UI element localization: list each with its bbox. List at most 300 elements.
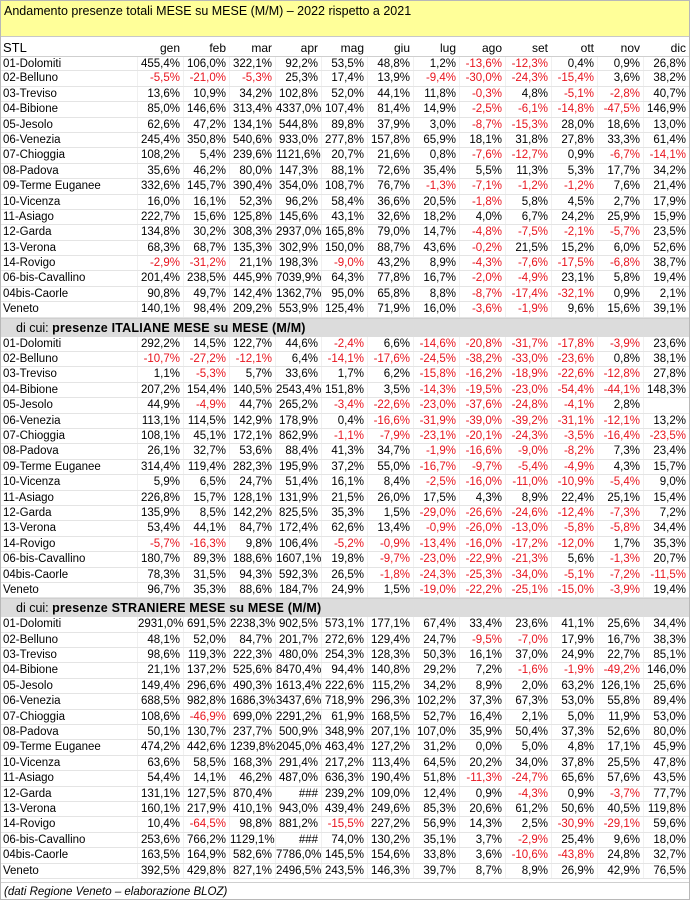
table-cell: 1,7% xyxy=(597,537,643,551)
table-cell: 302,9% xyxy=(275,241,321,255)
table-cell: 11,3% xyxy=(505,164,551,178)
table-cell: -1,3% xyxy=(413,179,459,193)
table-cell: 50,3% xyxy=(413,648,459,662)
table-cell: 88,1% xyxy=(321,164,367,178)
table-cell: -27,2% xyxy=(183,352,229,366)
table-cell: -14,6% xyxy=(413,337,459,351)
table-cell: 79,0% xyxy=(367,225,413,239)
table-cell: ### xyxy=(275,787,321,801)
table-cell: 24,7% xyxy=(229,475,275,489)
table-cell: 19,4% xyxy=(643,271,689,285)
table-cell: -5,4% xyxy=(505,460,551,474)
table-cell: 217,9% xyxy=(183,802,229,816)
table-cell: 296,6% xyxy=(183,679,229,693)
table-cell: 34,7% xyxy=(367,444,413,458)
table-cell: 573,1% xyxy=(321,617,367,631)
table-cell: 7039,9% xyxy=(276,272,322,285)
table-cell: 480,0% xyxy=(275,648,321,662)
table-cell: 59,6% xyxy=(643,817,689,831)
table-cell: -31,1% xyxy=(551,414,597,428)
row-label: 01-Dolomiti xyxy=(3,58,62,70)
table-cell: 207,2% xyxy=(137,383,183,397)
table-cell: -15,3% xyxy=(505,118,551,132)
table-cell: 26,9% xyxy=(551,864,597,878)
table-cell: 14,7% xyxy=(413,225,459,239)
table-cell: 8,9% xyxy=(459,679,505,693)
table-row xyxy=(1,787,689,802)
table-cell: 4,0% xyxy=(459,210,505,224)
table-cell: -2,4% xyxy=(321,337,367,351)
table-cell: 15,9% xyxy=(643,210,689,224)
table-cell: 8,4% xyxy=(367,475,413,489)
table-cell: 57,6% xyxy=(597,771,643,785)
row-label: 09-Terme Euganee xyxy=(3,460,101,473)
table-cell: -26,0% xyxy=(459,521,505,535)
table-cell: 45,1% xyxy=(183,429,229,443)
table-cell: 27,8% xyxy=(551,133,597,147)
table-cell: 172,1% xyxy=(229,429,275,443)
table-cell: -21,0% xyxy=(183,71,229,85)
table-cell: 17,9% xyxy=(551,633,597,647)
table-row xyxy=(1,444,689,459)
row-label: Veneto xyxy=(3,864,39,877)
table-cell: 490,3% xyxy=(229,679,275,693)
table-row xyxy=(1,118,689,133)
table-cell: 157,8% xyxy=(367,133,413,147)
table-cell: 84,7% xyxy=(229,521,275,535)
table-cell: -19,0% xyxy=(413,583,459,597)
table-cell: 38,3% xyxy=(643,633,689,647)
row-label: 07-Chioggia xyxy=(3,710,66,723)
table-cell: 164,9% xyxy=(183,848,229,862)
table-cell: 119,3% xyxy=(183,648,229,662)
table-cell: -14,1% xyxy=(321,352,367,366)
table-cell: 35,4% xyxy=(413,164,459,178)
table-cell: -31,7% xyxy=(505,337,551,351)
table-cell: 902,5% xyxy=(275,617,321,631)
table-cell: -2,5% xyxy=(413,475,459,489)
table-cell: -2,9% xyxy=(137,256,183,270)
row-label: 05-Jesolo xyxy=(3,679,53,692)
table-cell: 474,2% xyxy=(137,740,183,754)
table-cell: 15,7% xyxy=(643,460,689,474)
table-cell: 1239,8% xyxy=(230,741,276,754)
table-cell: 0,9% xyxy=(597,57,643,70)
table-cell: 177,1% xyxy=(367,617,413,631)
table-cell: 125,8% xyxy=(229,210,275,224)
table-cell: -5,8% xyxy=(597,521,643,535)
table-cell: -1,3% xyxy=(597,552,643,566)
table-cell: -25,3% xyxy=(459,568,505,582)
table-cell: -0,2% xyxy=(459,241,505,255)
row-label: 03-Treviso xyxy=(3,368,57,381)
table-row xyxy=(1,552,689,567)
table-cell: 160,1% xyxy=(137,802,183,816)
header-feb: feb xyxy=(209,41,226,55)
table-cell: 172,4% xyxy=(275,521,321,535)
table-row xyxy=(1,663,689,678)
table-cell: 439,4% xyxy=(321,802,367,816)
table-cell: 35,3% xyxy=(321,506,367,520)
table-cell: 1,7% xyxy=(321,367,367,381)
table-cell: 487,0% xyxy=(275,771,321,785)
table-cell: 35,6% xyxy=(137,164,183,178)
table-cell: 14,1% xyxy=(183,771,229,785)
table-cell: 15,7% xyxy=(183,491,229,505)
table-cell: 24,8% xyxy=(597,848,643,862)
table-cell: 253,6% xyxy=(137,833,183,847)
table-cell: 48,1% xyxy=(137,633,183,647)
table-cell: 44,6% xyxy=(275,337,321,351)
table-cell: 463,4% xyxy=(321,740,367,754)
table-cell: -10,7% xyxy=(137,352,183,366)
table-cell: -49,2% xyxy=(597,663,643,677)
table-cell: 50,4% xyxy=(505,725,551,739)
table-cell: 2045,0% xyxy=(276,741,322,754)
table-cell: -4,9% xyxy=(505,271,551,285)
table-cell: -14,8% xyxy=(551,102,597,116)
table-cell: 6,5% xyxy=(183,475,229,489)
table-cell: -13,6% xyxy=(459,57,505,70)
table-cell: 15,2% xyxy=(551,241,597,255)
table-row xyxy=(1,491,689,506)
row-label: 07-Chioggia xyxy=(3,149,66,162)
table-cell: 18,1% xyxy=(459,133,505,147)
table-cell: 140,1% xyxy=(137,302,183,316)
table-cell: -22,9% xyxy=(459,552,505,566)
table-cell: 96,2% xyxy=(275,195,321,209)
table-cell: 145,7% xyxy=(183,179,229,193)
table-cell: -23,0% xyxy=(413,398,459,412)
table-cell: 16,7% xyxy=(413,271,459,285)
row-label: 08-Padova xyxy=(3,726,59,739)
table-row xyxy=(1,179,689,194)
table-cell: 5,8% xyxy=(505,195,551,209)
table-cell: 7,2% xyxy=(643,506,689,520)
table-cell: -39,0% xyxy=(459,414,505,428)
table-row xyxy=(1,506,689,521)
table-cell: 35,3% xyxy=(183,583,229,597)
table-cell: 35,1% xyxy=(413,833,459,847)
table-cell: 46,2% xyxy=(229,771,275,785)
table-cell: -8,2% xyxy=(551,444,597,458)
table-cell: 134,1% xyxy=(229,118,275,132)
table-cell: 48,8% xyxy=(367,57,413,70)
table-cell: -26,6% xyxy=(459,506,505,520)
table-cell: -21,3% xyxy=(505,552,551,566)
table-cell: 7,3% xyxy=(597,444,643,458)
row-label: 12-Garda xyxy=(3,787,52,800)
table-cell: 76,7% xyxy=(367,179,413,193)
table-cell: 17,4% xyxy=(321,71,367,85)
table-cell: 125,4% xyxy=(321,302,367,316)
table-cell: -16,6% xyxy=(367,414,413,428)
table-cell: 2,7% xyxy=(597,195,643,209)
table-cell: 21,6% xyxy=(367,148,413,162)
table-cell: 32,7% xyxy=(643,848,689,862)
table-cell: 107,0% xyxy=(413,725,459,739)
table-cell: 827,1% xyxy=(229,864,275,878)
table-cell: 165,8% xyxy=(321,225,367,239)
table-cell: -37,6% xyxy=(459,398,505,412)
row-label: 11-Asiago xyxy=(3,772,54,785)
table-cell: 62,6% xyxy=(137,118,183,132)
table-cell: 98,4% xyxy=(183,302,229,316)
table-cell: 525,6% xyxy=(229,663,275,677)
table-cell: 40,7% xyxy=(643,87,689,101)
table-cell: 14,9% xyxy=(413,102,459,116)
table-cell: 43,5% xyxy=(643,771,689,785)
table-cell: 30,2% xyxy=(183,225,229,239)
table-row xyxy=(1,817,689,832)
table-cell: 95,0% xyxy=(321,287,367,301)
table-cell: -54,4% xyxy=(551,383,597,397)
table-cell: 6,2% xyxy=(367,367,413,381)
table-cell: -24,7% xyxy=(505,771,551,785)
table-cell: 56,9% xyxy=(413,817,459,831)
table-cell: 127,2% xyxy=(367,740,413,754)
table-cell: 126,1% xyxy=(597,679,643,693)
table-cell: 22,4% xyxy=(551,491,597,505)
table-cell: 12,4% xyxy=(413,787,459,801)
table-cell: 10,9% xyxy=(183,87,229,101)
row-label: 12-Garda xyxy=(3,226,52,239)
row-label: 14-Rovigo xyxy=(3,257,56,270)
table-cell: -1,9% xyxy=(505,302,551,316)
table-cell: 108,2% xyxy=(137,148,183,162)
table-cell: 6,4% xyxy=(275,352,321,366)
table-cell: 2,1% xyxy=(643,287,689,301)
table-cell: 350,8% xyxy=(183,133,229,147)
table-cell: 36,6% xyxy=(367,195,413,209)
row-label: 10-Vicenza xyxy=(3,195,61,208)
table-cell: 68,7% xyxy=(183,241,229,255)
table-cell: 55,8% xyxy=(597,694,643,708)
table-cell: 16,7% xyxy=(597,633,643,647)
section-heading-title: presenze STRANIERE MESE su MESE (M/M) xyxy=(52,601,322,616)
table-cell: ### xyxy=(275,833,321,847)
table-row xyxy=(1,271,689,286)
table-cell: 20,2% xyxy=(459,756,505,770)
table-cell: 429,8% xyxy=(183,864,229,878)
row-label: 03-Treviso xyxy=(3,87,57,100)
table-cell: 11,9% xyxy=(597,710,643,724)
table-cell: -9,5% xyxy=(459,633,505,647)
table-cell: 500,9% xyxy=(275,725,321,739)
table-row xyxy=(1,648,689,663)
table-cell: 0,9% xyxy=(597,287,643,301)
table-cell: -29,1% xyxy=(597,817,643,831)
table-cell: -5,1% xyxy=(551,568,597,582)
table-cell: 67,3% xyxy=(505,694,551,708)
table-cell: -7,2% xyxy=(597,568,643,582)
row-label: 06-bis-Cavallino xyxy=(3,553,86,566)
table-cell: 43,1% xyxy=(321,210,367,224)
table-cell: 1,5% xyxy=(367,506,413,520)
table-cell: 50,1% xyxy=(137,725,183,739)
table-cell: 2,8% xyxy=(597,398,643,412)
table-cell: -46,9% xyxy=(183,710,229,724)
table-cell: -47,5% xyxy=(597,102,643,116)
table-cell: 201,7% xyxy=(275,633,321,647)
table-row xyxy=(1,414,689,429)
table-cell: 168,3% xyxy=(229,756,275,770)
table-cell: 277,8% xyxy=(321,133,367,147)
table-cell: 3,7% xyxy=(459,833,505,847)
table-cell: -5,7% xyxy=(137,537,183,551)
table-cell: 410,1% xyxy=(229,802,275,816)
table-cell: 15,4% xyxy=(643,491,689,505)
table-cell: 34,4% xyxy=(643,617,689,631)
table-cell: 23,6% xyxy=(643,337,689,351)
row-label: 08-Padova xyxy=(3,445,59,458)
table-cell: 5,5% xyxy=(459,164,505,178)
table-cell: 24,9% xyxy=(551,648,597,662)
table-cell: 135,3% xyxy=(229,241,275,255)
table-cell: 442,6% xyxy=(183,740,229,754)
table-cell: 881,2% xyxy=(275,817,321,831)
table-cell: 80,0% xyxy=(229,164,275,178)
table-cell: 163,5% xyxy=(137,848,183,862)
table-cell: -7,5% xyxy=(505,225,551,239)
table-cell: 1,2% xyxy=(413,57,459,70)
table-cell: 188,6% xyxy=(229,552,275,566)
table-cell: -31,9% xyxy=(413,414,459,428)
table-cell: 13,9% xyxy=(367,71,413,85)
table-cell: -17,2% xyxy=(505,537,551,551)
table-cell: -16,3% xyxy=(183,537,229,551)
table-cell: 13,6% xyxy=(137,87,183,101)
table-cell: -30,0% xyxy=(459,71,505,85)
table-cell: 0,9% xyxy=(459,787,505,801)
table-cell: -31,2% xyxy=(183,256,229,270)
row-label: 09-Terme Euganee xyxy=(3,180,101,193)
table-cell: -16,0% xyxy=(459,475,505,489)
table-cell: 0,9% xyxy=(551,787,597,801)
table-cell: 31,5% xyxy=(183,568,229,582)
table-cell: -14,1% xyxy=(643,148,689,162)
table-cell: -6,1% xyxy=(505,102,551,116)
table-cell: 222,3% xyxy=(229,648,275,662)
row-label: 04-Bibione xyxy=(3,103,58,116)
table-cell: -1,6% xyxy=(505,663,551,677)
table-cell: -3,6% xyxy=(459,302,505,316)
table-cell: 553,9% xyxy=(275,302,321,316)
row-label: 05-Jesolo xyxy=(3,118,53,131)
table-cell: 26,0% xyxy=(367,491,413,505)
table-cell: -6,7% xyxy=(597,148,643,162)
row-label: 09-Terme Euganee xyxy=(3,741,101,754)
table-cell: 4,8% xyxy=(551,740,597,754)
table-cell: 699,0% xyxy=(229,710,275,724)
table-cell: -10,9% xyxy=(551,475,597,489)
table-cell: 35,3% xyxy=(643,537,689,551)
table-cell: 33,8% xyxy=(413,848,459,862)
table-cell: 37,2% xyxy=(321,460,367,474)
table-cell: 50,6% xyxy=(551,802,597,816)
table-cell: 14,5% xyxy=(183,337,229,351)
table-cell: -64,5% xyxy=(183,817,229,831)
table-cell: 862,9% xyxy=(275,429,321,443)
table-cell: 19,8% xyxy=(321,552,367,566)
table-cell: -1,1% xyxy=(321,429,367,443)
header-set: set xyxy=(531,41,548,55)
table-cell: 25,6% xyxy=(643,679,689,693)
table-cell: 34,2% xyxy=(413,679,459,693)
table-cell: 21,1% xyxy=(137,663,183,677)
table-cell: 61,9% xyxy=(321,710,367,724)
table-cell: 16,1% xyxy=(459,648,505,662)
table-cell: 9,6% xyxy=(551,302,597,316)
table-cell: -8,7% xyxy=(459,118,505,132)
table-cell: -1,8% xyxy=(367,568,413,582)
table-cell: 34,2% xyxy=(643,164,689,178)
table-cell: 2238,3% xyxy=(230,618,276,631)
table-cell: 113,1% xyxy=(137,414,183,428)
table-row xyxy=(1,383,689,398)
table-cell: -15,8% xyxy=(413,367,459,381)
table-cell: 8470,4% xyxy=(276,664,322,677)
table-cell: 4337,0% xyxy=(276,103,322,116)
table-cell: 245,4% xyxy=(137,133,183,147)
table-cell: -7,9% xyxy=(367,429,413,443)
row-label: 04-Bibione xyxy=(3,664,58,677)
row-label: 13-Verona xyxy=(3,241,57,254)
table-cell: 94,3% xyxy=(229,568,275,582)
table-cell: 13,0% xyxy=(643,118,689,132)
table-cell: -24,3% xyxy=(505,429,551,443)
table-cell: 21,4% xyxy=(643,179,689,193)
table-cell: -0,9% xyxy=(413,521,459,535)
table-cell: -16,4% xyxy=(597,429,643,443)
table-cell: 25,4% xyxy=(551,833,597,847)
table-cell: 5,0% xyxy=(505,740,551,754)
table-cell: -2,5% xyxy=(459,102,505,116)
table-cell: -2,0% xyxy=(459,271,505,285)
table-cell: -3,9% xyxy=(597,337,643,351)
table-cell: -1,9% xyxy=(413,444,459,458)
table-cell: -23,6% xyxy=(551,352,597,366)
table-cell: 142,4% xyxy=(229,287,275,301)
row-label: 13-Verona xyxy=(3,802,57,815)
table-cell: 131,9% xyxy=(275,491,321,505)
table-cell: 107,4% xyxy=(321,102,367,116)
table-cell: 89,4% xyxy=(643,694,689,708)
table-cell: 37,3% xyxy=(551,725,597,739)
table-cell: 64,3% xyxy=(321,271,367,285)
table-cell: 80,0% xyxy=(643,725,689,739)
section-heading-prefix: di cui: xyxy=(16,601,53,616)
table-cell: -24,5% xyxy=(413,352,459,366)
table-cell: -32,1% xyxy=(551,287,597,301)
table-cell: 88,4% xyxy=(275,444,321,458)
table-row xyxy=(1,367,689,382)
table-cell: -25,1% xyxy=(505,583,551,597)
table-cell: 108,1% xyxy=(137,429,183,443)
table-cell: -0,3% xyxy=(459,87,505,101)
header-ago: ago xyxy=(481,41,502,55)
table-row xyxy=(1,583,689,598)
table-cell: -39,2% xyxy=(505,414,551,428)
table-cell: -7,0% xyxy=(505,633,551,647)
source-note: (dati Regione Veneto – elaborazione BLOZ) xyxy=(1,882,689,900)
table-cell: 392,5% xyxy=(137,864,183,878)
table-cell: 34,4% xyxy=(643,521,689,535)
table-cell: 17,7% xyxy=(597,164,643,178)
table-cell: 10,4% xyxy=(137,817,183,831)
table-cell: 8,9% xyxy=(413,256,459,270)
table-cell: 85,1% xyxy=(643,648,689,662)
